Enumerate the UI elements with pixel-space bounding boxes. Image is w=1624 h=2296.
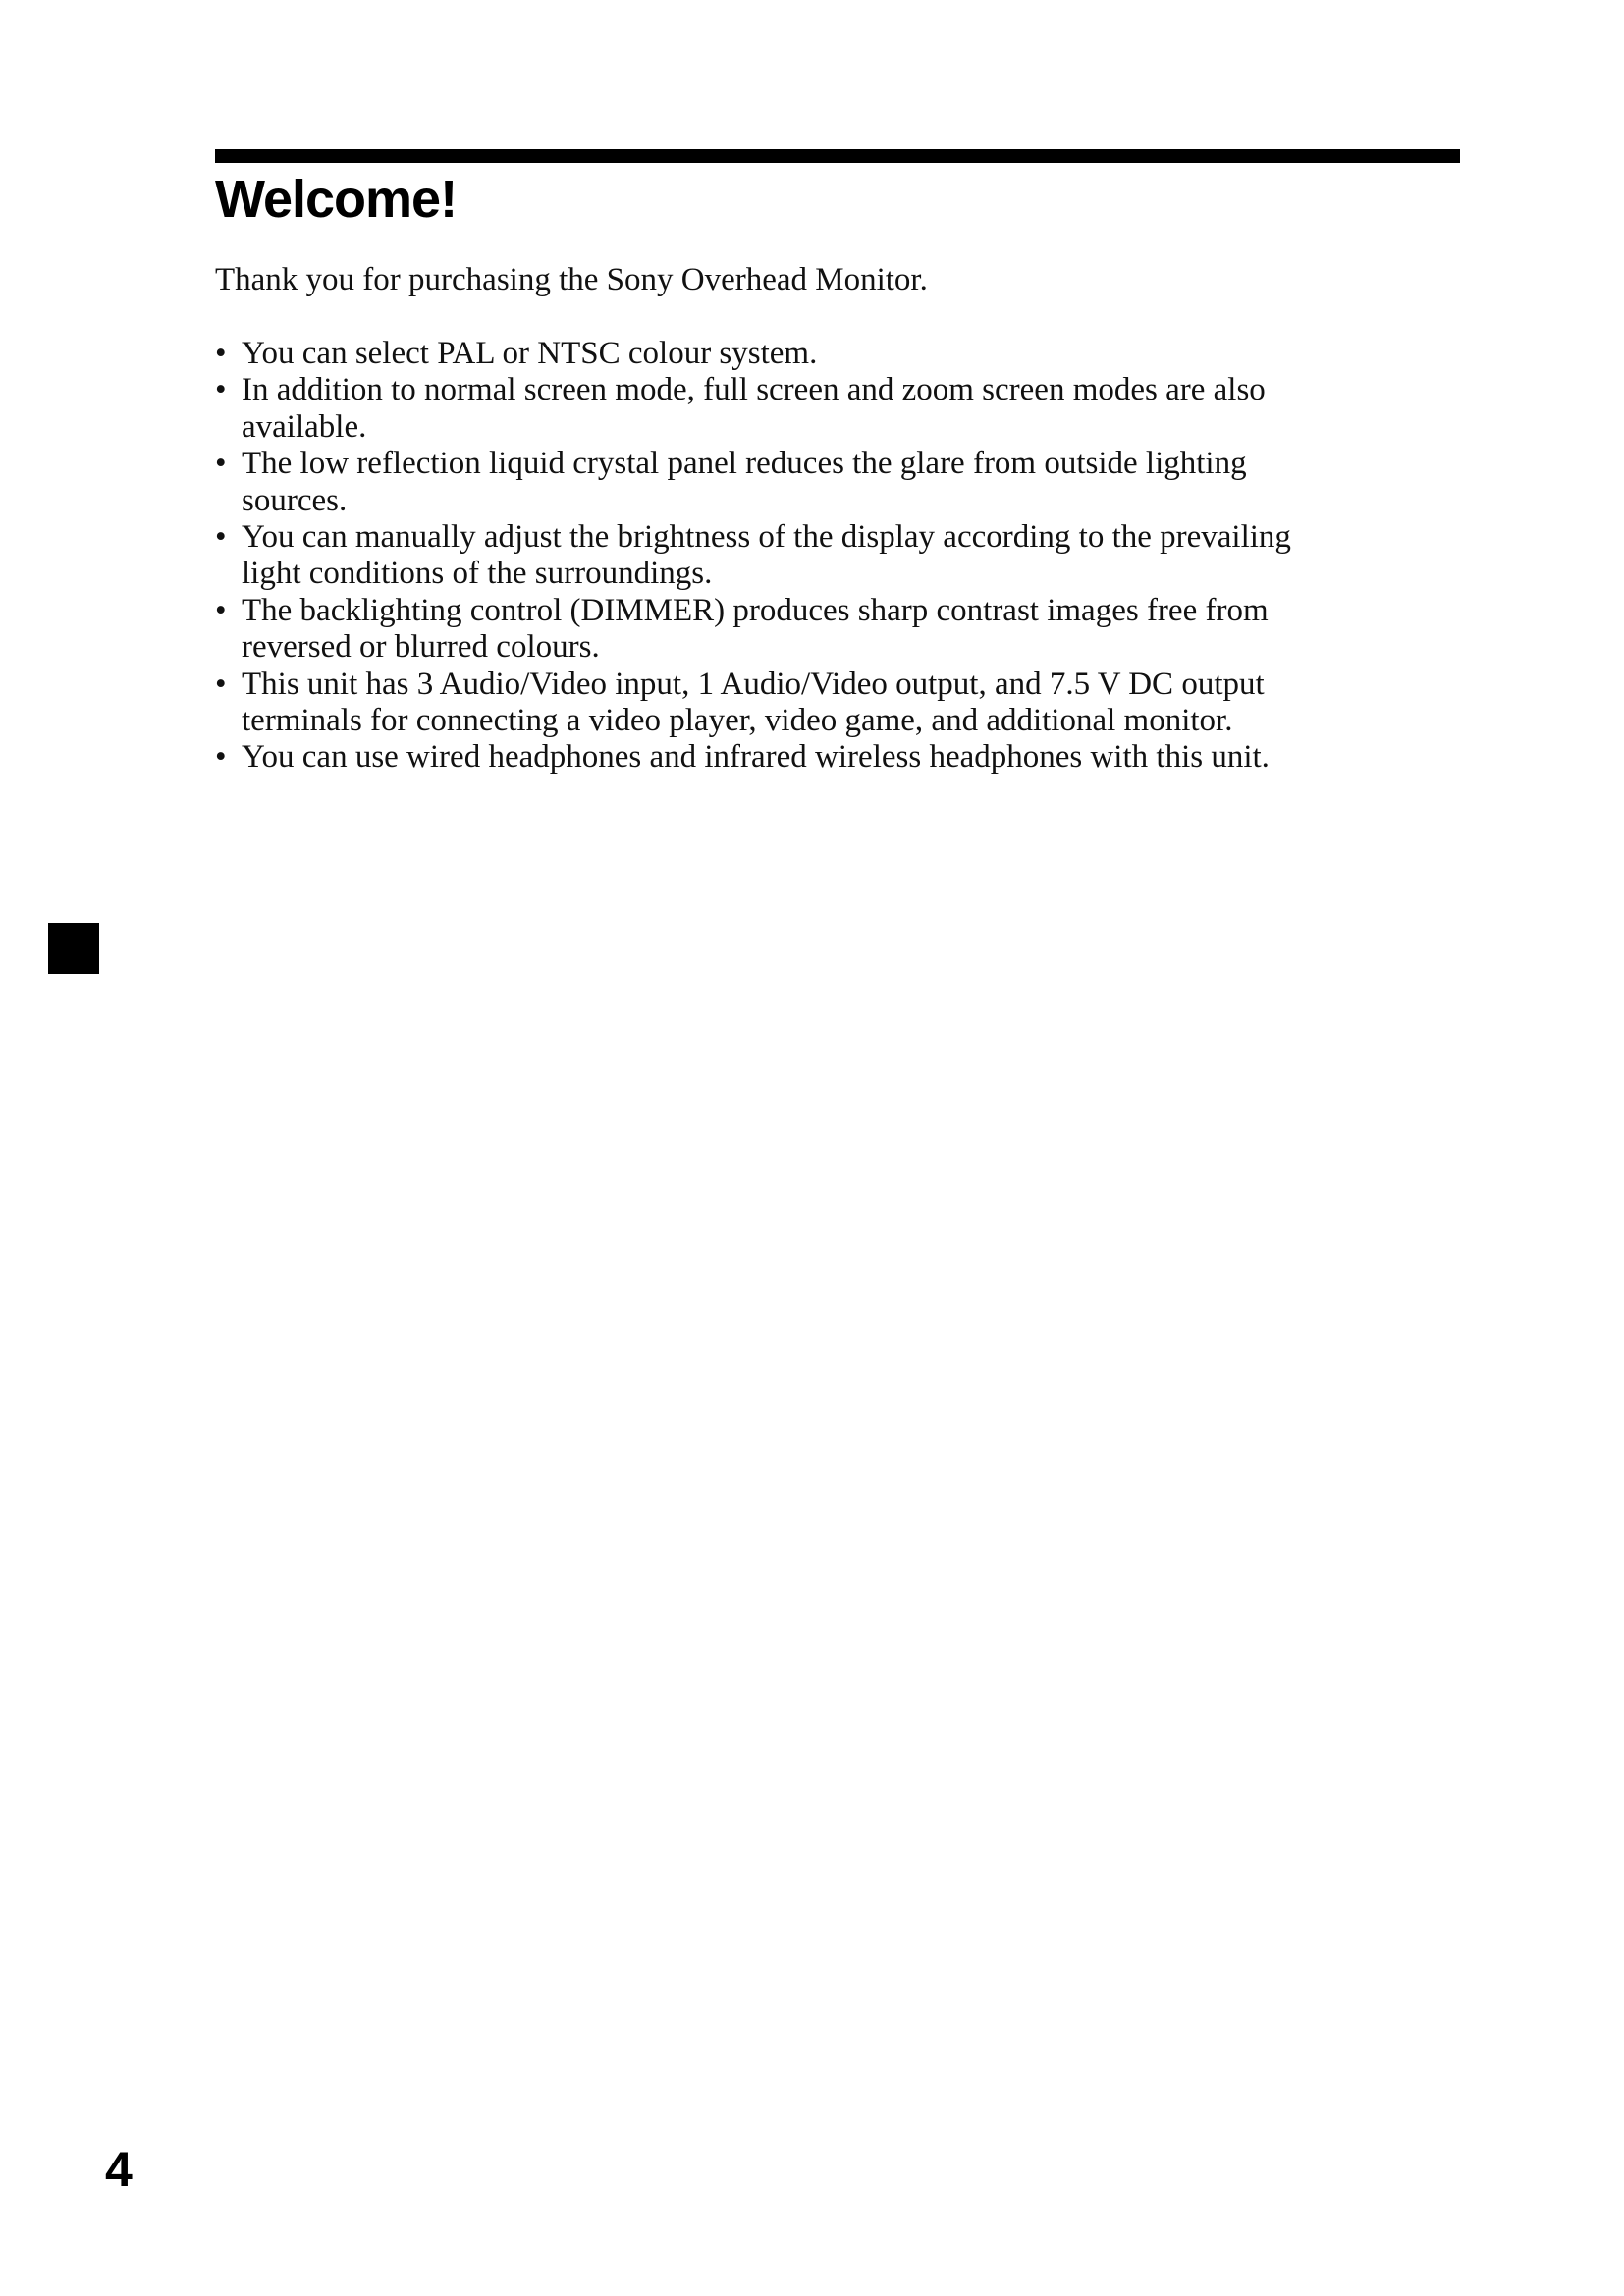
feature-line-1: You can manually adjust the brightness of the display according to the prevailing bbox=[242, 519, 1291, 556]
feature-item bbox=[215, 519, 1472, 593]
feature-line-2: sources. bbox=[242, 482, 348, 518]
bullet-icon: • bbox=[215, 336, 227, 371]
feature-line-1: You can use wired headphones and infrared wireless headphones with this unit. bbox=[242, 739, 1270, 775]
feature-item bbox=[215, 336, 1472, 372]
feature-line-2: light conditions of the surroundings. bbox=[242, 556, 713, 592]
bullet-icon: • bbox=[215, 519, 227, 556]
section-marker bbox=[48, 923, 99, 974]
feature-line-1: The low reflection liquid crystal panel reduces the glare from outside lighting bbox=[242, 446, 1247, 482]
feature-item bbox=[215, 739, 1472, 775]
feature-item bbox=[215, 593, 1472, 667]
feature-list bbox=[215, 336, 1472, 776]
feature-item bbox=[215, 667, 1472, 740]
intro-text: Thank you for purchasing the Sony Overhead Monitor. bbox=[215, 262, 928, 297]
feature-line-1: You can select PAL or NTSC colour system. bbox=[242, 336, 818, 371]
bullet-icon: • bbox=[215, 592, 227, 628]
feature-line-2: reversed or blurred colours. bbox=[242, 629, 600, 666]
bullet-icon: • bbox=[215, 372, 227, 408]
page-number: 4 bbox=[105, 2142, 133, 2197]
bullet-icon: • bbox=[215, 666, 227, 702]
bullet-icon: • bbox=[215, 446, 227, 482]
feature-item bbox=[215, 372, 1472, 446]
feature-line-1: In addition to normal screen mode, full screen and zoom screen modes are also bbox=[242, 372, 1266, 408]
bullet-icon: • bbox=[215, 739, 227, 775]
feature-line-1: The backlighting control (DIMMER) produces sharp contrast images free from bbox=[242, 592, 1269, 628]
feature-line-2: terminals for connecting a video player, video game, and additional monitor. bbox=[242, 703, 1233, 739]
feature-line-1: This unit has 3 Audio/Video input, 1 Audio/Video output, and 7.5 V DC output bbox=[242, 666, 1265, 702]
page-title: Welcome! bbox=[215, 170, 458, 229]
feature-line-2: available. bbox=[242, 408, 367, 445]
title-rule bbox=[215, 149, 1460, 163]
feature-item bbox=[215, 446, 1472, 519]
